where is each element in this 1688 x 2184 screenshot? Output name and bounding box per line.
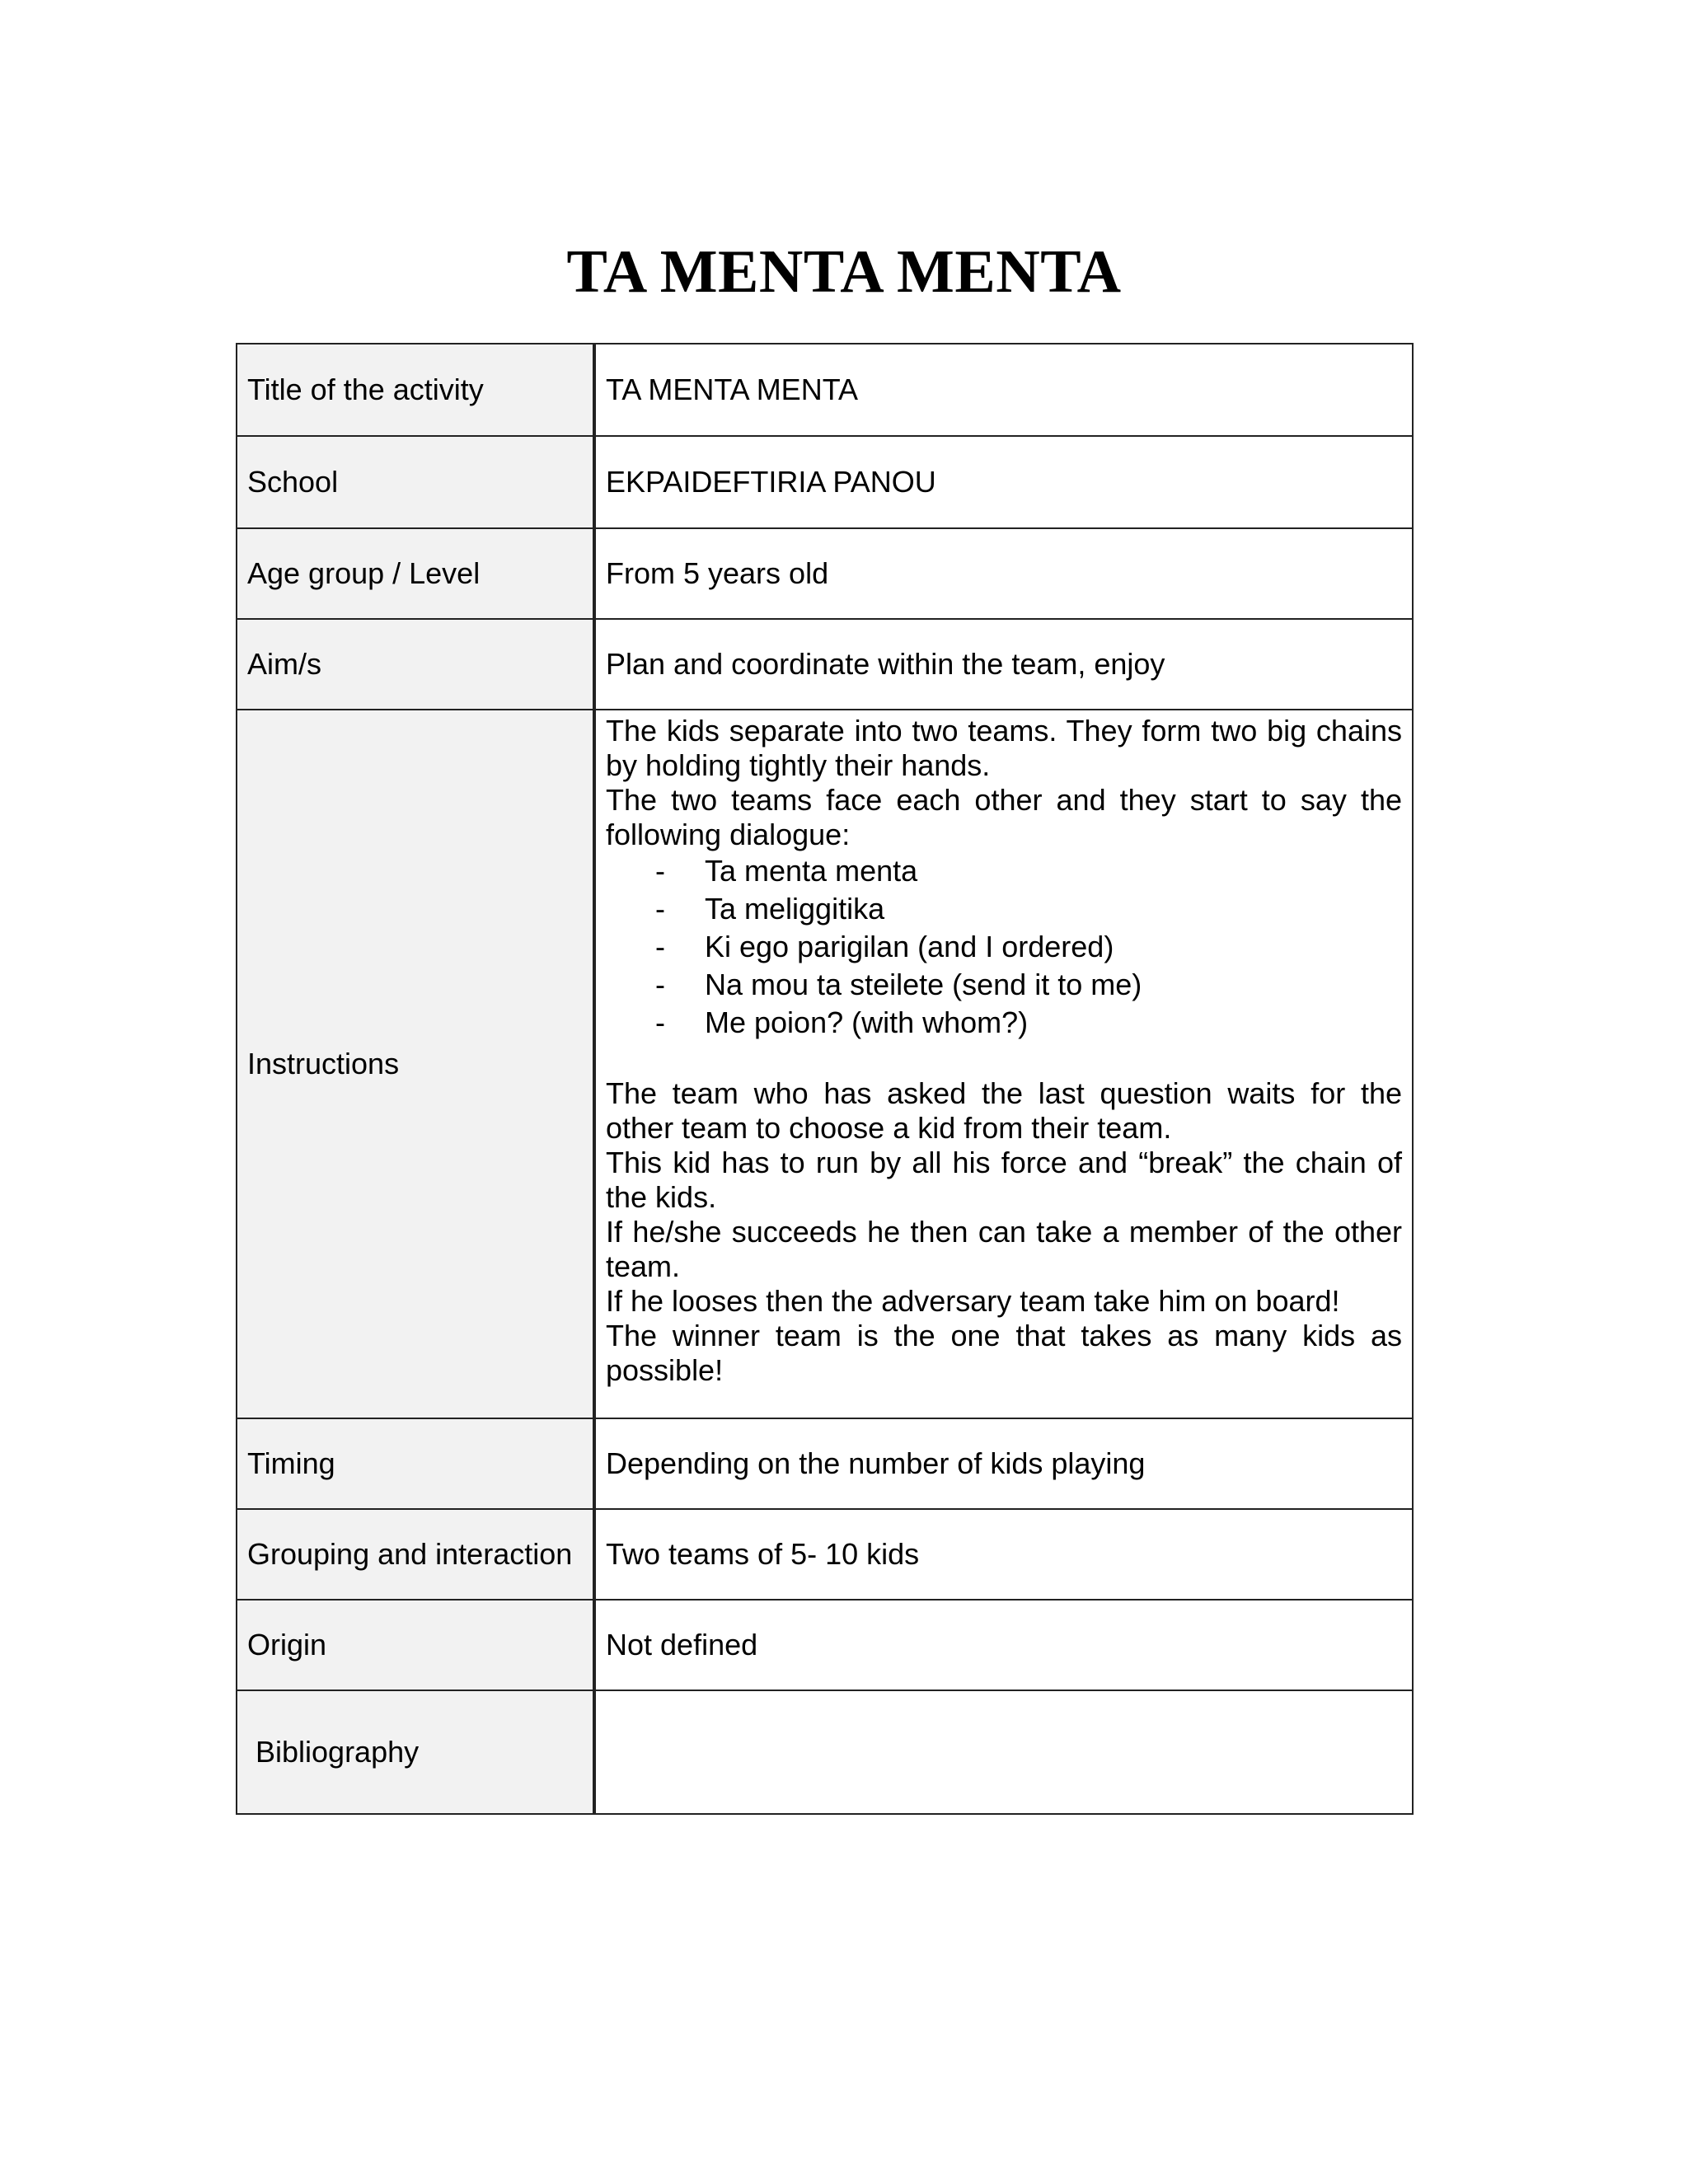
table-row-origin xyxy=(237,1600,1413,1690)
list-item: - Ta menta menta xyxy=(655,852,1402,890)
row-value: From 5 years old xyxy=(594,528,1413,619)
dialogue-line: Ki ego parigilan (and I ordered) xyxy=(705,930,1114,963)
row-value: EKPAIDEFTIRIA PANOU xyxy=(594,436,1413,528)
dialogue-line: Ta menta menta xyxy=(705,854,918,888)
table-row-age-group xyxy=(237,528,1413,619)
instructions-paragraph: The winner team is the one that takes as many kids as possible! xyxy=(606,1319,1402,1387)
dialogue-list xyxy=(606,852,1402,1042)
dialogue-line: Ta meliggitika xyxy=(705,892,885,926)
row-value: Two teams of 5- 10 kids xyxy=(594,1509,1413,1600)
table-row-grouping xyxy=(237,1509,1413,1600)
list-item: - Na mou ta steilete (send it to me) xyxy=(655,966,1402,1004)
row-label: Origin xyxy=(237,1600,594,1690)
table-row-instructions xyxy=(237,710,1413,1418)
instructions-paragraph: This kid has to run by all his force and “break” the chain of the kids. xyxy=(606,1146,1402,1214)
table-row-school xyxy=(237,436,1413,528)
list-item: - Ta meliggitika xyxy=(655,890,1402,928)
list-item: - Ki ego parigilan (and I ordered) xyxy=(655,928,1402,966)
table-row-timing xyxy=(237,1418,1413,1509)
row-value xyxy=(594,1690,1413,1814)
table-row-aims xyxy=(237,619,1413,710)
list-item: - Me poion? (with whom?) xyxy=(655,1004,1402,1042)
table-row-title xyxy=(237,344,1413,436)
instructions-paragraph: The team who has asked the last question waits for the other team to choose a kid from their team. xyxy=(606,1076,1402,1145)
row-label: Aim/s xyxy=(237,619,594,710)
table-row-bibliography xyxy=(237,1690,1413,1814)
instructions-paragraph: If he looses then the adversary team take him on board! xyxy=(606,1284,1340,1318)
instructions-paragraph: The kids separate into two teams. They form two big chains by holding tightly their hands. xyxy=(606,714,1402,782)
row-label: Grouping and interaction xyxy=(237,1509,594,1600)
instructions-paragraph: If he/she succeeds he then can take a member of the other team. xyxy=(606,1215,1402,1283)
instructions-paragraph: The two teams face each other and they start to say the following dialogue: xyxy=(606,783,1402,851)
dialogue-line: Me poion? (with whom?) xyxy=(705,1005,1029,1039)
row-label: Timing xyxy=(237,1418,594,1509)
row-label: School xyxy=(237,436,594,528)
instructions-text xyxy=(594,710,1413,1418)
row-value: TA MENTA MENTA xyxy=(594,344,1413,436)
row-value: Depending on the number of kids playing xyxy=(594,1418,1413,1509)
activity-table xyxy=(236,343,1414,1815)
row-label: Title of the activity xyxy=(237,344,594,436)
row-value: Plan and coordinate within the team, enjoy xyxy=(594,619,1413,710)
row-label: Instructions xyxy=(237,710,594,1418)
row-value: Not defined xyxy=(594,1600,1413,1690)
page-title: TA MENTA MENTA xyxy=(566,238,1122,306)
row-label: Age group / Level xyxy=(237,528,594,619)
row-label: Bibliography xyxy=(237,1690,594,1814)
dialogue-line: Na mou ta steilete (send it to me) xyxy=(705,968,1142,1001)
